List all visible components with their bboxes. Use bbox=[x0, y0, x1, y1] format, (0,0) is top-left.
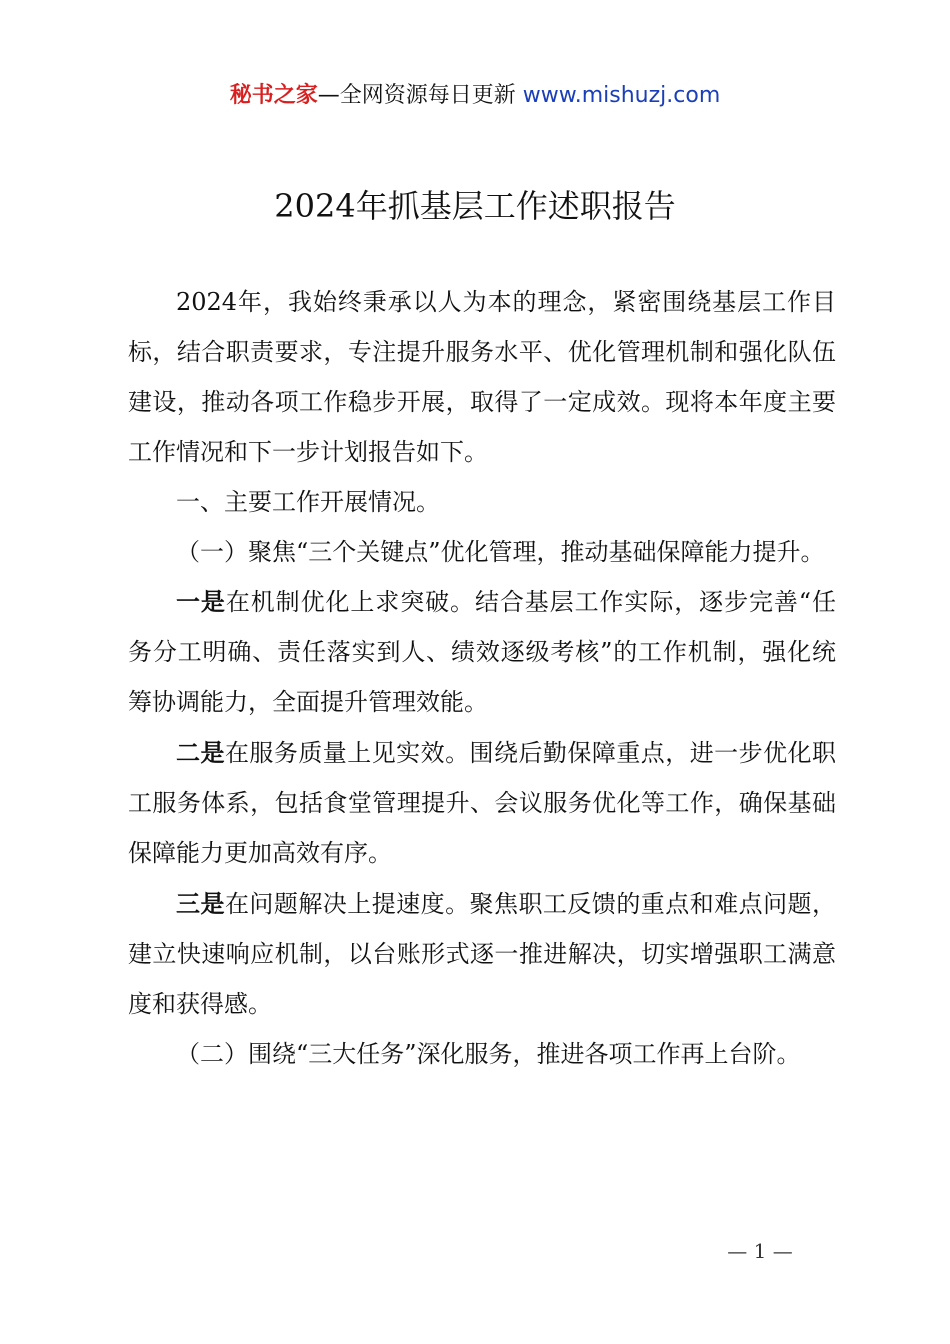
document-body bbox=[128, 278, 836, 1080]
point-paragraph bbox=[128, 728, 836, 879]
site-banner bbox=[0, 80, 950, 112]
point-lead: 一是 bbox=[176, 587, 226, 617]
site-url-link[interactable]: www.mishuzj.com bbox=[522, 83, 721, 108]
banner-slogan: —全网资源每日更新 bbox=[317, 83, 523, 108]
point-lead: 二是 bbox=[176, 738, 225, 768]
point-text: 在机制优化上求突破。结合基层工作实际，逐步完善“任务分工明确、责任落实到人、绩效逐级考核”的工作机制，强化统筹协调能力，全面提升管理效能。 bbox=[128, 588, 836, 717]
subsection-heading: （一）聚焦“三个关键点”优化管理，推动基础保障能力提升。 bbox=[176, 537, 825, 566]
point-text: 在问题解决上提速度。聚焦职工反馈的重点和难点问题，建立快速响应机制，以台账形式逐一推进解决，切实增强职工满意度和获得感。 bbox=[128, 889, 837, 1018]
section-heading: 一、主要工作开展情况。 bbox=[176, 487, 440, 516]
point-paragraph bbox=[128, 577, 836, 728]
point-lead: 三是 bbox=[176, 888, 225, 918]
subsection-heading: （二）围绕“三大任务”深化服务，推进各项工作再上台阶。 bbox=[176, 1039, 801, 1068]
brand-name: 秘书之家 bbox=[229, 83, 318, 108]
page-number: — 1 — bbox=[727, 1239, 793, 1263]
point-paragraph bbox=[128, 879, 836, 1030]
point-text: 在服务质量上见实效。围绕后勤保障重点，进一步优化职工服务体系，包括食堂管理提升、会议服务优化等工作，确保基础保障能力更加高效有序。 bbox=[128, 739, 837, 867]
intro-paragraph: 2024年，我始终秉承以人为本的理念，紧密围绕基层工作目标，结合职责要求，专注提升服务水平、优化管理机制和强化队伍建设，推动各项工作稳步开展，取得了一定成效。现将本年度主要工作情况和下一步计划报告如下。 bbox=[128, 288, 836, 466]
document-title: 2024年抓基层工作述职报告 bbox=[274, 187, 676, 225]
